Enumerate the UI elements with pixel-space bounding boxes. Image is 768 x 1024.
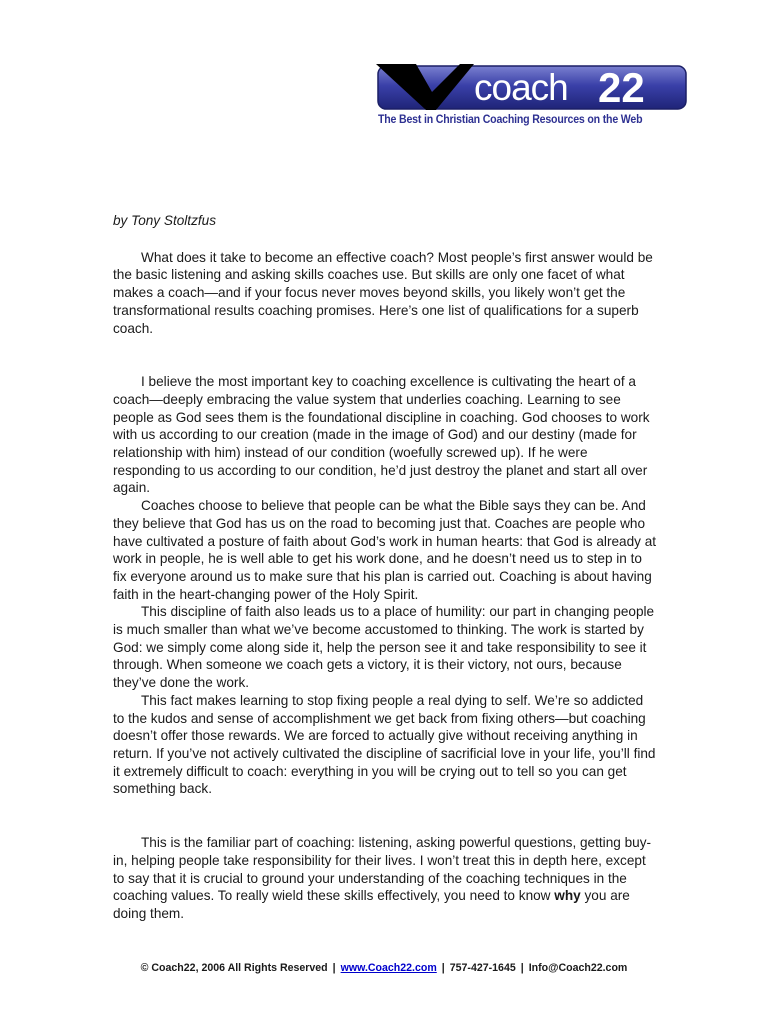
section-gap xyxy=(113,337,658,373)
coach22-logo xyxy=(376,62,688,130)
paragraph-faith: Coaches choose to believe that people can be what the Bible says they can be. And they believe that God has us on the road to becoming just that. Coaches are people who have cultivated a posture of faith about God’s work in human hearts: that God is already at work in people, he is well able to get his work done, and he doesn’t need us to step in to fix everyone around us to make sure that his plan is carried out. Coaching is about having faith in the heart-changing power of the Holy Spirit. xyxy=(113,498,657,602)
skills-text-before: This is the familiar part of coaching: listening, asking powerful questions, getting buy-in, helping people take responsibility for their lives. I won’t treat this in depth here, except to say that it is crucial to ground your understanding of the coaching techniques in the coaching values. To really wield these skills effectively, you need to know xyxy=(113,835,652,904)
paragraph-dying-to-self: This fact makes learning to stop fixing people a real dying to self. We’re so addicted to the kudos and sense of accomplishment we get back from fixing others—but coaching doesn’t offer those rewards. We are forced to actually give without receiving anything in return. If you’ve not actively cultivated the discipline of sacrificial love in your life, you’ll find it extremely difficult to coach: everything in you will be crying out to tell so you can get something back. xyxy=(113,692,656,797)
footer-separator: | xyxy=(441,962,445,974)
footer-copyright: © Coach22, 2006 All Rights Reserved xyxy=(140,962,328,974)
footer-separator: | xyxy=(332,962,336,974)
skills-text-after: you are doing them. xyxy=(113,888,630,921)
author-byline: by Tony Stoltzfus xyxy=(113,213,217,228)
paragraph-intro: What does it take to become an effective coach? Most people’s first answer would be the basic listening and asking skills coaches use. But skills are only one facet of what makes a coach—and if your focus never moves beyond skills, you likely won’t get the transformational results coaching promises. Here’s one list of qualifications for a superb coach. xyxy=(113,249,653,336)
page-footer xyxy=(0,962,768,974)
emphasis-why: why xyxy=(554,888,581,904)
footer-phone: 757-427-1645 xyxy=(449,962,516,974)
footer-website-link[interactable]: www.Coach22.com xyxy=(340,962,437,974)
paragraph-humility: This discipline of faith also leads us to a place of humility: our part in changing people is much smaller than what we’ve become accustomed to thinking. The work is started by God: we simply come along side it, help the person see it and take responsibility to see it through. When someone we coach gets a victory, it is their victory, not ours, because they’ve done the work. xyxy=(113,604,655,691)
paragraph-heart-of-coach: I believe the most important key to coaching excellence is cultivating the heart of a coach—deeply embracing the value system that underlies coaching. Learning to see people as God sees them is the foundational discipline in coaching. God chooses to work with us according to our creation (made in the image of God) and our destiny (made for relationship with him) instead of our condition (woefully screwed up). If he were responding to us according to our condition, he’d just destroy the planet and start all over again. xyxy=(113,374,650,496)
article-body xyxy=(113,212,658,923)
footer-email: Info@Coach22.com xyxy=(528,962,628,974)
logo-tagline: The Best in Christian Coaching Resources on the Web xyxy=(378,114,643,126)
footer-separator: | xyxy=(520,962,524,974)
brand-text: coach xyxy=(474,67,568,108)
brand-number: 22 xyxy=(598,64,645,111)
paragraph-skills xyxy=(113,834,658,923)
coach22-banner xyxy=(376,62,688,112)
section-gap xyxy=(113,798,658,834)
